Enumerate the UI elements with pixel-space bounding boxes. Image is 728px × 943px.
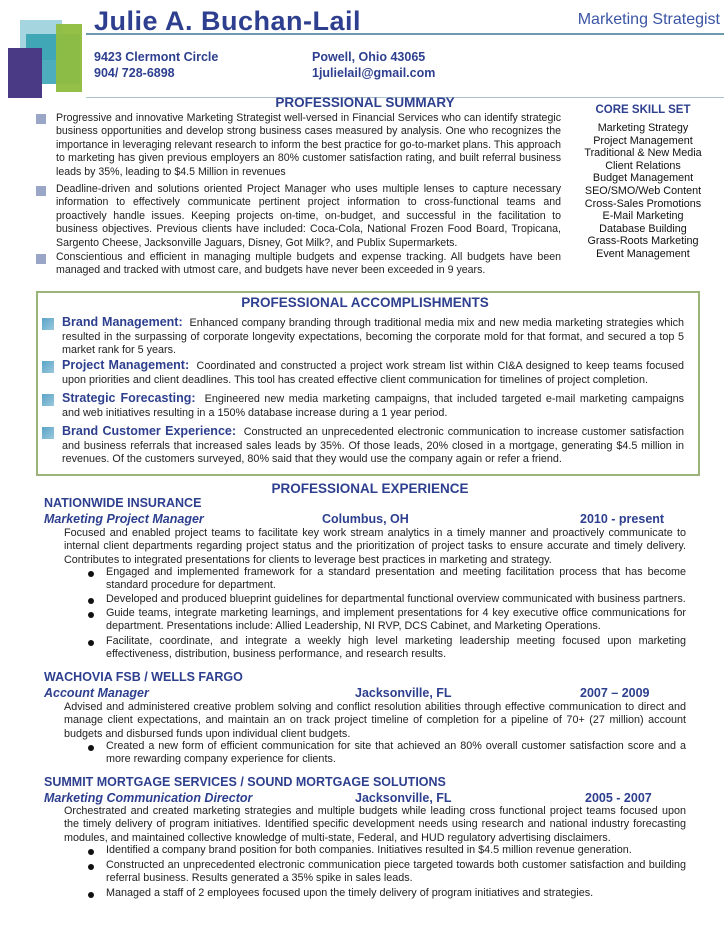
job-summary: Focused and enabled project teams to facilitate key work stream analytics in a timely manner and proactively communicate to internal client departments regarding project status and the prioritization of project tasks to ensure accurate and timely delivery. Contributes to integrated presentations for clients to leverage best practices in marketing and strategy. xyxy=(64,527,686,566)
header-decor-square xyxy=(8,48,42,98)
job-location: Columbus, OH xyxy=(322,512,409,526)
skill-item: Marketing Strategy xyxy=(597,122,689,134)
skill-item: Traditional & New Media xyxy=(584,147,702,160)
job-title: Marketing Communication Director xyxy=(44,791,253,805)
job-bullet: Engaged and implemented framework for a standard presentation and meeting facilitation process that has become standard procedure for department. xyxy=(106,566,686,592)
skill-item: Project Management xyxy=(593,134,693,147)
header-decor-square xyxy=(56,24,82,92)
job-location: Jacksonville, FL xyxy=(355,686,452,700)
square-bullet-icon xyxy=(42,361,54,373)
city-state: Powell, Ohio 43065 xyxy=(312,50,426,64)
accomplishment-text: Constructed an unprecedented electronic communication to increase customer satisfaction and business referrals that increased sales leads by 35%. Of those leads, 20% closed in a mortgage, generating $4.5 million in revenues. Of the customers surveyed, 80% said that they would use the company again or refer a friend. xyxy=(62,426,684,466)
job-dates: 2007 – 2009 xyxy=(580,686,650,700)
bullet-dot-icon xyxy=(88,745,94,751)
job-location: Jacksonville, FL xyxy=(355,791,452,805)
job-bullet: Facilitate, coordinate, and integrate a weekly high level marketing leadership meeting focused upon marketing effectiveness, distribution, business performance, and research results. xyxy=(106,635,686,661)
square-bullet-icon xyxy=(36,114,46,124)
skill-item: Event Management xyxy=(596,247,690,260)
company-name: WACHOVIA FSB / WELLS FARGO xyxy=(44,670,243,684)
skill-item: E-Mail Marketing xyxy=(602,210,684,223)
accomplishment-heading: Project Management: xyxy=(62,358,190,372)
square-bullet-icon xyxy=(42,427,54,439)
email-address[interactable]: 1julielail@gmail.com xyxy=(312,66,436,80)
accomplishment-heading: Brand Customer Experience: xyxy=(62,424,237,438)
accomplishment-item xyxy=(62,359,684,387)
summary-title: PROFESSIONAL SUMMARY xyxy=(275,95,455,110)
company-name: SUMMIT MORTGAGE SERVICES / SOUND MORTGAGE SOLUTIONS xyxy=(44,775,446,789)
job-bullet: Identified a company brand position for both companies. Initiatives resulted in $4.5 million revenue generation. xyxy=(106,844,632,856)
job-dates: 2005 - 2007 xyxy=(585,791,652,805)
candidate-name: Julie A. Buchan-Lail xyxy=(94,6,362,36)
skill-item: Database Building xyxy=(599,222,687,235)
skills-title: CORE SKILL SET xyxy=(595,104,691,116)
job-title: Account Manager xyxy=(44,686,149,700)
square-bullet-icon xyxy=(42,394,54,406)
skill-item: Cross-Sales Promotions xyxy=(584,197,702,210)
bullet-dot-icon xyxy=(88,892,94,898)
accomplishment-heading: Brand Management: xyxy=(62,315,183,329)
street-address: 9423 Clermont Circle xyxy=(94,50,219,64)
bullet-dot-icon xyxy=(88,640,94,646)
bullet-dot-icon xyxy=(88,612,94,618)
bullet-dot-icon xyxy=(88,864,94,870)
skill-item: SEO/SMO/Web Content xyxy=(584,184,702,197)
accomplishment-item xyxy=(62,425,684,467)
job-summary: Orchestrated and created marketing strategies and multiple budgets while leading cross functional project teams focused upon the timely delivery of program initiatives. Identified specific development needs using research and national industry forecasting modules, and maintained collective knowledge of multi-state, Federal, and HUD regulatory advertising disclaimers. xyxy=(64,805,686,844)
job-title: Marketing Project Manager xyxy=(44,512,204,526)
job-bullet: Constructed an unprecedented electronic communication piece targeted towards both customer satisfaction and building referral business. Results generated a 35% spike in sales leads. xyxy=(106,859,686,885)
bullet-dot-icon xyxy=(88,849,94,855)
summary-paragraph: Conscientious and efficient in managing multiple budgets and expense tracking. All budgets have been managed and tracked with utmost care, and budgets have never been exceeded in 9 years. xyxy=(56,251,561,277)
bullet-dot-icon xyxy=(88,571,94,577)
skill-item: Budget Management xyxy=(592,172,694,185)
job-summary: Advised and administered creative problem solving and conflict resolution abilities through effective communication to direct and manage client expectations, and maintain an on track project timeline of completion for a pipeline of 70+ (27 million) account budgets and disbursed funds upon individual client budgets. xyxy=(64,701,686,740)
company-name: NATIONWIDE INSURANCE xyxy=(44,496,202,510)
accomplishment-text: Engineered new media marketing campaigns, that included targeted e-mail marketing campaigns and web initiatives resulting in a 150% database increase during a 1 year period. xyxy=(62,393,684,419)
accomplishment-heading: Strategic Forecasting: xyxy=(62,391,196,405)
skill-item: Grass-Roots Marketing xyxy=(587,235,699,248)
accomplishment-item xyxy=(62,316,684,358)
bullet-dot-icon xyxy=(88,598,94,604)
accomplishment-item xyxy=(62,392,684,420)
job-bullet: Guide teams, integrate marketing learnings, and implement presentations for 4 key executive office communications for department. Presentations include: Allied Leadership, NI RVP, DCS Cabinet, and Marketing Operations. xyxy=(106,607,686,633)
experience-title: PROFESSIONAL EXPERIENCE xyxy=(271,481,469,496)
candidate-role: Marketing Strategist xyxy=(577,11,720,28)
phone-number: 904/ 728-6898 xyxy=(94,66,175,80)
accomplishment-text: Enhanced company branding through traditional media mix and new media marketing strategies which resulted in the surpassing of corporate longevity expectations, becoming the corporate mold for that format, and secured a top 5 market rank for 5 years. xyxy=(62,317,685,357)
job-bullet: Created a new form of efficient communication for site that achieved an 80% overall customer satisfaction score and a more rewarding company experience for clients. xyxy=(106,740,686,766)
skill-item: Client Relations xyxy=(605,159,681,172)
job-dates: 2010 - present xyxy=(580,512,665,526)
core-skill-set xyxy=(568,104,718,261)
job-bullet: Managed a staff of 2 employees focused upon the timely delivery of program initiatives and strategies. xyxy=(106,887,594,899)
square-bullet-icon xyxy=(36,254,46,264)
job-bullet: Developed and produced blueprint guidelines for departmental functional overview communicated with business partners. xyxy=(106,593,686,605)
square-bullet-icon xyxy=(36,186,46,196)
square-bullet-icon xyxy=(42,318,54,330)
summary-paragraph: Deadline-driven and solutions oriented Project Manager who uses multiple lenses to capture necessary information to effectively communicate pertinent project information to cross-functional teams and proactively handle issues. Keeping projects on-time, on-budget, and successful in the facilitation to business objectives. Previous clients have included: Coca-Cola, National Frozen Food Board, Tropicana, Sargento Cheese, Jacksonville Jaguars, Disney, Got Milk?, and Publix Supermarkets. xyxy=(56,183,561,249)
summary-paragraph: Progressive and innovative Marketing Strategist well-versed in Financial Services who can identify strategic business opportunities and develop strong business cases measured by analysis. One who recognizes the importance in leveraging relevant research to inform the best practice for go-to-market plans. This approach to marketing has given previous employers an 80% customer satisfaction rating, and built referral business leads by 35%, leading to $4.5 Million in revenues xyxy=(56,112,561,178)
accomplishment-text: Coordinated and constructed a project work stream list within CI&A designed to keep teams focused upon priorities and client deadlines. This tool has created effective client communication for timelines of project completion. xyxy=(62,360,685,386)
accomplishments-title: PROFESSIONAL ACCOMPLISHMENTS xyxy=(241,295,489,310)
